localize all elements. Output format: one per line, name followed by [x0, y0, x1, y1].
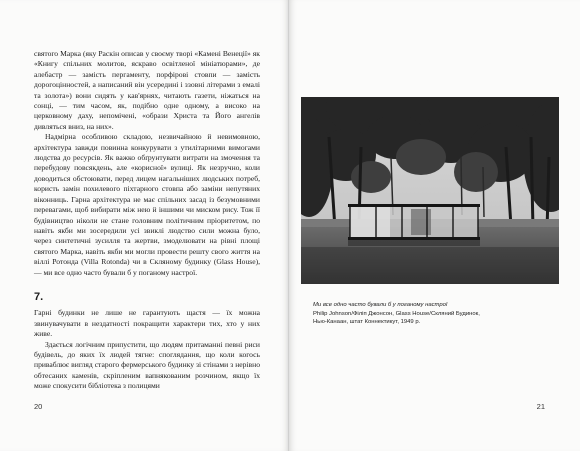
body-paragraph: святого Марка (яку Раскін описав у своєму творі «Камені Венеції» як «Книгу спільних молитов, яскраво освітленої мініатюрами», де алебастр — замість пергаменту, порфірові стовпи — замість дорогоцінностей, а написаний він усередині і ззовні літерами з емалі та золота») вони сидять у кав'ярнях, читають газети, ніжаться на сонці, — тим часом, як, подібно одне одному, а високо на церковному даху, непомічені, «образи Христа та Його ангелів дивляться вниз, на них». — [34, 49, 260, 131]
right-page — [289, 0, 580, 451]
section-heading: 7. — [34, 290, 44, 303]
body-paragraph: Надмірна особливою складою, незвичайною й невимовною, архітектура завжди повинна конкурувати з утилітарними вимогами людства до ресурсів. Як важко обґрунтувати витрати на змочення та перебудову повсякдень, але «корисної» вулиці. Як незручно, коли доводиться обстоювати, перед лицем нагальніших людських потреб, користь замін похилевого піхтарного стовпа або заміни непутяних віконниць. Гарна архітектура не має спільних засад із безумовними перевагами, щоб вибирати між нею й іншими чи миском рису. Тож її будівництво ніколи не стане головним політичним пріоритетом, по навіть якби ми зосередили усі звиклі людство сили можна було, через синтетичні зусилля та жертви, змоделювати на рівні площі святого Марка, навіть якби ми могли провести решту свого життя на віллі Ротонда (Villa Rotonda) чи в Скляному будинку (Glass House), — ми все одно часто бували б у поганому настрої. — [34, 132, 260, 277]
left-page — [0, 0, 289, 451]
glass-house-photo — [301, 97, 559, 284]
left-page-text — [34, 49, 260, 392]
caption-title: Ми все одно часто бували б у поганому настрої — [313, 302, 448, 308]
body-paragraph: Гарні будинки не лише не гарантують щастя — їх можна звинувачувати в нездатності покращити характери тих, хто у них живе. — [34, 308, 260, 339]
page-number-right: 21 — [536, 402, 545, 411]
photo-caption — [313, 301, 553, 327]
body-paragraph: Здається логічним припустити, що людям притаманні певні риси будівель, до яких їх людей тягне: споглядання, що коли когось приваблює вигляд старого фермерського будинку зі стінами з нерівно обтесаних каменів, скріпленим вапнякованим розчином, якщо їх може спокусити бібліотека з полицями — [34, 339, 260, 391]
caption-line: Philip Johnson/Філіп Джонсон, Glass House/Скляний Будинок, — [313, 310, 480, 317]
page-number-left: 20 — [34, 402, 43, 411]
caption-line: Нью-Канаан, штат Коннектикут, 1949 р. — [313, 319, 421, 326]
